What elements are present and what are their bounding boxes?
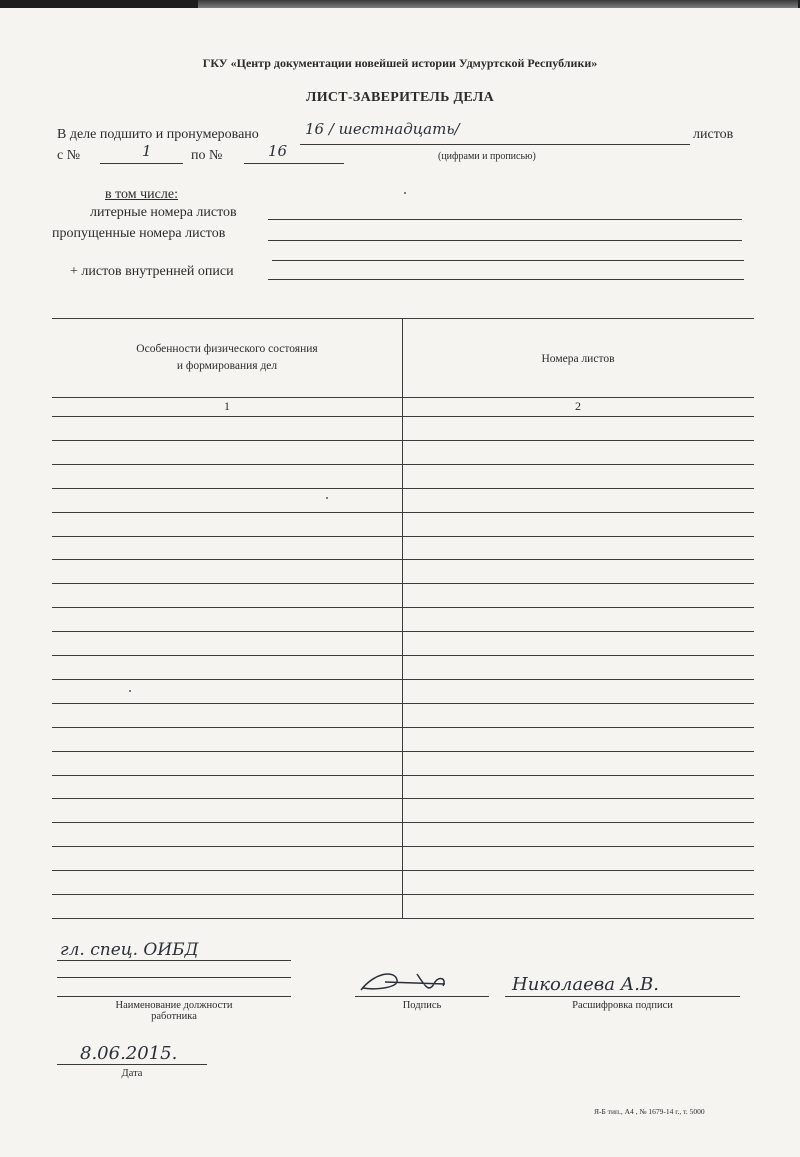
- literal-underline: [268, 219, 742, 220]
- signature-underline: [355, 996, 489, 997]
- decoding-caption: Расшифровка подписи: [572, 1000, 673, 1011]
- position-underline-3: [57, 996, 291, 997]
- scan-speck: [404, 192, 406, 194]
- table-row: [52, 703, 754, 704]
- table-row: [52, 631, 754, 632]
- table-row: [52, 751, 754, 752]
- position-underline-2: [57, 977, 291, 978]
- from-underline: [100, 163, 183, 164]
- table-row: [52, 559, 754, 560]
- literal-label: литерные номера листов: [90, 205, 237, 220]
- document-title: ЛИСТ-ЗАВЕРИТЕЛЬ ДЕЛА: [305, 90, 495, 105]
- from-label: с №: [57, 148, 81, 163]
- date-underline: [57, 1064, 207, 1065]
- from-value: 1: [142, 142, 152, 160]
- scan-edge-shade: [198, 0, 798, 8]
- handwritten-position: гл. спец. ОИБД: [60, 940, 199, 960]
- col2-header: Номера листов: [541, 353, 615, 365]
- table-row: [52, 918, 754, 919]
- including-heading: в том числе:: [105, 187, 178, 202]
- to-underline: [244, 163, 344, 164]
- date-caption: Дата: [121, 1068, 143, 1079]
- inner-inventory-underline: [268, 279, 744, 280]
- table-row: [52, 846, 754, 847]
- to-label: по №: [191, 148, 223, 163]
- table-row: [52, 798, 754, 799]
- table-row: [52, 727, 754, 728]
- col1-header: Особенности физического состояния и формирования дел: [136, 343, 318, 372]
- table-row: [52, 870, 754, 871]
- missing-underline-2: [272, 260, 744, 261]
- inner-inventory-label: + листов внутренней описи: [70, 264, 234, 279]
- table-top-border: [52, 318, 754, 319]
- table-row: [52, 488, 754, 489]
- table-row: [52, 607, 754, 608]
- col2-number: 2: [575, 399, 581, 413]
- table-row: [52, 416, 754, 417]
- table-row: [52, 822, 754, 823]
- signature-image: [355, 968, 465, 998]
- table-row: [52, 655, 754, 656]
- scan-speck: [129, 690, 131, 692]
- handwritten-date: 8.06.2015.: [80, 1043, 178, 1064]
- missing-label: пропущенные номера листов: [52, 226, 226, 241]
- table-row: [52, 440, 754, 441]
- print-imprint: Я-Б тип., А4 , № 1679-14 г., т. 5000: [594, 1107, 705, 1116]
- count-suffix: листов: [693, 127, 734, 142]
- position-caption: Наименование должности работника: [115, 1000, 233, 1022]
- table-row: [52, 775, 754, 776]
- position-underline-1: [57, 960, 291, 961]
- to-value: 16: [268, 142, 288, 160]
- table-row: [52, 679, 754, 680]
- table-row: [52, 583, 754, 584]
- count-label: В деле подшито и пронумеровано: [57, 127, 259, 142]
- table-row: [52, 894, 754, 895]
- table-row: [52, 464, 754, 465]
- organization-name: ГКУ «Центр документации новейшей истории Удмуртской Республики»: [202, 56, 598, 70]
- table-row: [52, 512, 754, 513]
- signature-caption: Подпись: [402, 1000, 442, 1011]
- handwritten-decoding: Николаева А.В.: [512, 974, 659, 995]
- col1-number: 1: [224, 399, 230, 413]
- count-underline: [300, 144, 690, 145]
- handwritten-count: 16 / шестнадцать/: [305, 120, 460, 138]
- decoding-underline: [505, 996, 740, 997]
- table-row: [52, 536, 754, 537]
- missing-underline: [268, 240, 742, 241]
- count-hint: (цифрами и прописью): [438, 151, 536, 162]
- scan-speck: [326, 497, 328, 499]
